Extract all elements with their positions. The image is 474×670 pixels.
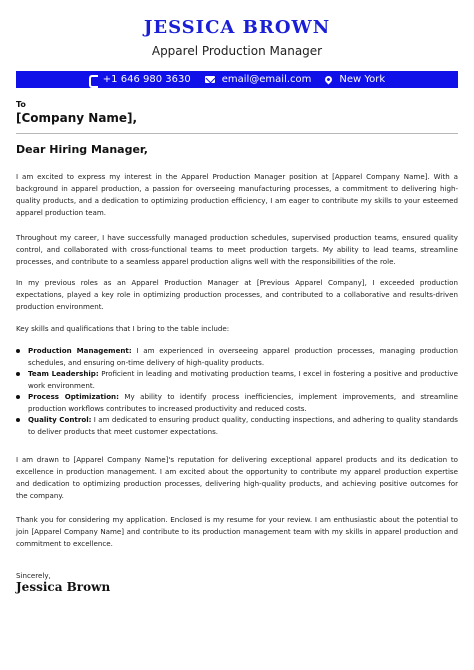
closing: Sincerely, <box>16 571 51 580</box>
skill-text: My ability to identify process inefficiencies, implement improvements, and streamline production workflows contributes to increased productivity and reduced costs. <box>28 392 458 413</box>
job-title: Apparel Production Manager <box>151 44 323 58</box>
bullet-icon <box>16 395 20 399</box>
map-pin-icon <box>324 75 334 85</box>
envelope-icon <box>205 76 215 83</box>
bullet-icon <box>16 349 20 353</box>
contact-bar <box>16 71 458 88</box>
paragraph-previous-roles: In my previous roles as an Apparel Production Manager at [Previous Apparel Company], I exceeded production expectations, played a key role in optimizing production processes, and contributed to a collaborative and results-driven production environment. <box>16 278 458 311</box>
bullet-icon <box>16 372 20 376</box>
paragraph-skills-intro: Key skills and qualifications that I bring to the table include: <box>16 324 230 333</box>
paragraph-thanks: Thank you for considering my application. Enclosed is my resume for your review. I am enthusiastic about the potential to join [Apparel Company Name] and contribute to its production management team with my skills in apparel production and commitment to excellence. <box>16 515 458 548</box>
list-item <box>16 414 458 437</box>
contact-location <box>325 74 385 85</box>
phone-text: +1 646 980 3630 <box>102 74 191 85</box>
applicant-name: JESSICA BROWN <box>143 17 331 38</box>
location-text: New York <box>339 74 386 85</box>
list-item <box>16 345 458 368</box>
to-label: To <box>16 100 26 109</box>
contact-email <box>205 74 312 85</box>
skill-key: Production Management: <box>28 346 132 355</box>
skill-text: I am dedicated to ensuring product quality, conducting inspections, and adhering to quality standards to deliver products that meet customer expectations. <box>28 415 458 436</box>
skill-text: I am experienced in overseeing apparel production processes, managing production schedules, and ensuring on-time delivery of high-quality products. <box>28 346 458 367</box>
list-item <box>16 368 458 391</box>
skill-text: Proficient in leading and motivating production teams, I excel in fostering a positive and productive work environment. <box>28 369 458 390</box>
skills-list <box>16 345 458 437</box>
skill-key: Quality Control: <box>28 415 92 424</box>
skill-key: Team Leadership: <box>28 369 99 378</box>
phone-icon <box>89 75 96 84</box>
list-item <box>16 391 458 414</box>
divider <box>16 133 458 134</box>
salutation: Dear Hiring Manager, <box>16 143 148 156</box>
email-text: email@email.com <box>221 74 312 85</box>
paragraph-company-interest: I am drawn to [Apparel Company Name]'s reputation for delivering exceptional apparel products and its dedication to excellence in production management. I am excited about the opportunity to contribute my apparel production expertise and dedication to optimizing production processes, delivering high-quality products, and achieving positive outcomes for the company. <box>16 455 458 500</box>
contact-phone <box>89 74 191 85</box>
signature: Jessica Brown <box>16 580 111 594</box>
skill-key: Process Optimization: <box>28 392 119 401</box>
company-name: [Company Name], <box>16 111 138 125</box>
paragraph-experience: Throughout my career, I have successfully managed production schedules, supervised production teams, ensured quality control, and collaborated with cross-functional teams to meet production targets. My ability to lead teams, streamline processes, and contribute to a seamless apparel production aligns well with the responsibilities of the role. <box>16 233 458 266</box>
bullet-icon <box>16 418 20 422</box>
paragraph-intro: I am excited to express my interest in the Apparel Production Manager position at [Apparel Company Name]. With a background in apparel production, a passion for overseeing manufacturing processes, a commitment to delivering high-quality products, and a dedication to optimizing production efficiency, I am eager to contribute my skills to your esteemed apparel production team. <box>16 172 458 217</box>
